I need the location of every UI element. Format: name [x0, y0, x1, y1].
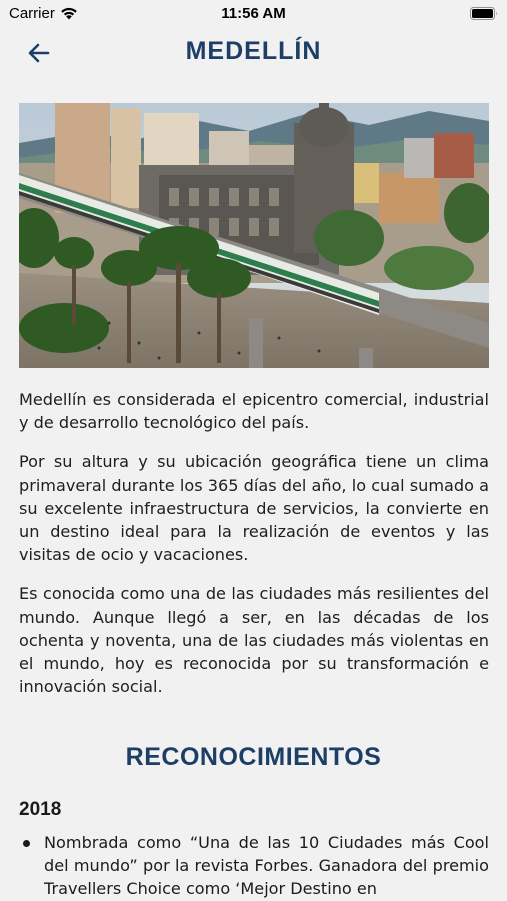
- battery-icon: [470, 7, 498, 24]
- page-title: MEDELLÍN: [185, 37, 322, 65]
- section-title-recognitions: RECONOCIMIENTOS: [125, 743, 382, 771]
- hero-image: [19, 103, 489, 368]
- list-item-text: Nombrada como “Una de las 10 Ciudades más Cool del mundo” por la revista Forbes. Ganadora del premio Travellers Choice como ‘Mejor Destino en: [44, 833, 489, 899]
- paragraph-climate: Por su altura y su ubicación geográfica tiene un clima primaveral durante los 365 días del año, lo cual sumado a su excelente infraestructura de servicios, la convierte en un destino ideal para la realización de eventos y las visitas de ocio y vacaciones.: [19, 452, 489, 565]
- bullet-icon: [23, 840, 30, 847]
- city-photo-icon: [19, 103, 489, 368]
- carrier-label: Carrier: [9, 5, 55, 22]
- paragraph-intro: Medellín es considerada el epicentro comercial, industrial y de desarrollo tecnológico del país.: [19, 390, 489, 433]
- recognitions-list: [19, 831, 489, 901]
- article-body: [19, 388, 489, 714]
- nav-bar: [0, 28, 507, 78]
- year-heading: 2018: [19, 799, 62, 820]
- status-time: 11:56 AM: [221, 5, 286, 22]
- list-item: [19, 831, 489, 901]
- status-bar: [0, 0, 507, 28]
- paragraph-resilience: Es conocida como una de las ciudades más resilientes del mundo. Aunque llegó a ser, en las décadas de los ochenta y noventa, una de las ciudades más violentas en el mundo, hoy es reconocida por su transformación e innovación social.: [19, 584, 489, 697]
